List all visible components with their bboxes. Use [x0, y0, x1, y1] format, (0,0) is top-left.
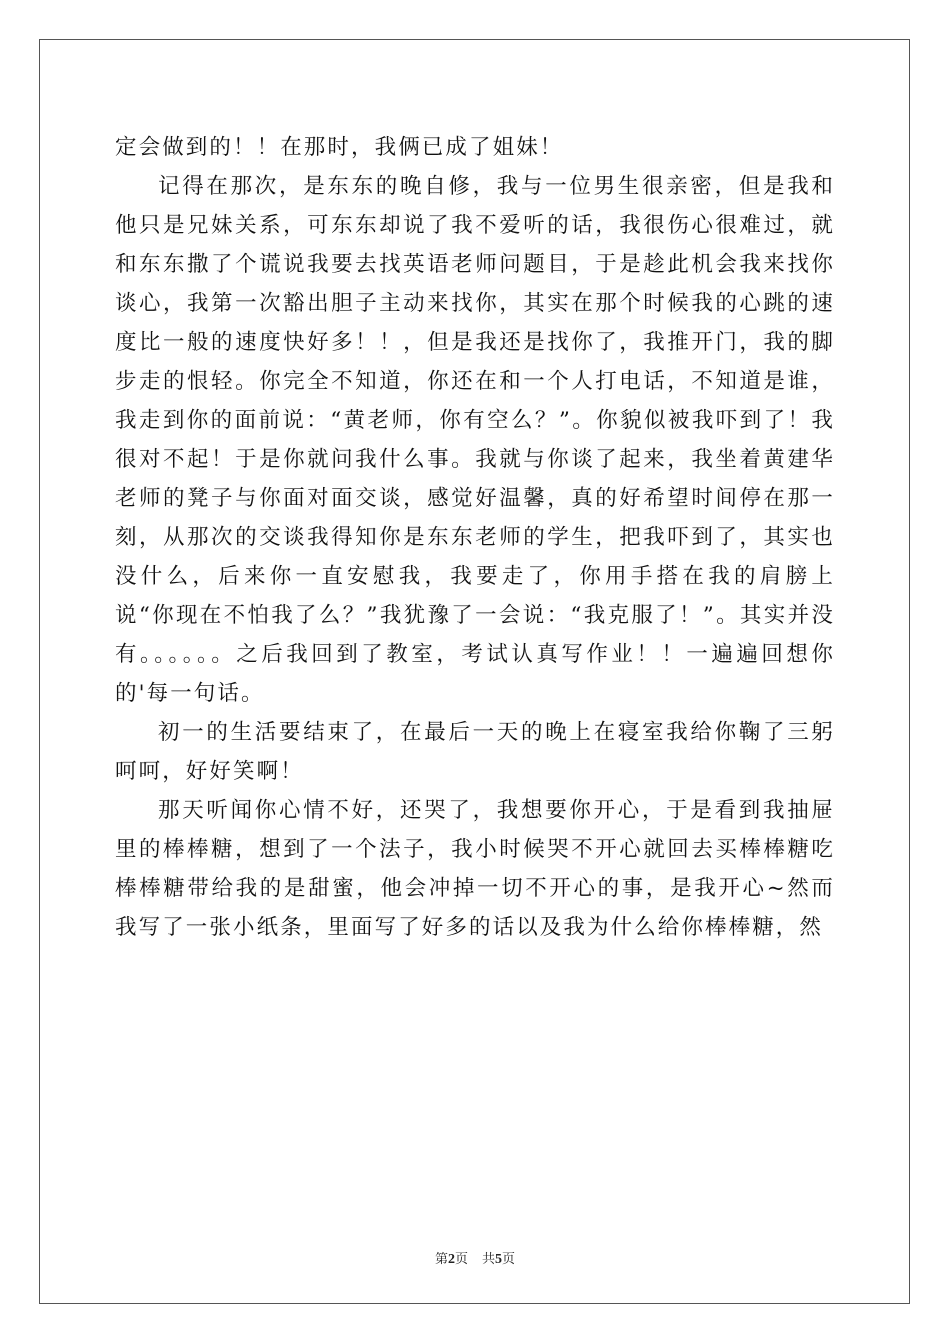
paragraph: 那天听闻你心情不好，还哭了，我想要你开心，于是看到我抽屉里的棒棒糖，想到了一个法子，我小时候哭不开心就回去买棒棒糖吃棒棒糖带给我的是甜蜜，他会冲掉一切不开心的事，是我开心~然而我写了一张小纸条，里面写了好多的话以及我为什么给你棒棒糖，然: [115, 798, 835, 940]
paragraph-continuation: 定会做到的！！在那时，我俩已成了姐妹！: [115, 135, 564, 160]
page-total-prefix: 共: [482, 1252, 496, 1267]
page-number-prefix: 第: [434, 1252, 448, 1267]
page-number-current: 2: [447, 1252, 455, 1267]
document-body: [115, 128, 835, 947]
page-total-suffix: 页: [502, 1252, 516, 1267]
page-footer: [0, 1248, 950, 1268]
page-total: 5: [495, 1252, 503, 1267]
paragraph: 记得在那次，是东东的晚自修，我与一位男生很亲密，但是我和他只是兄妹关系，可东东却说了我不爱听的话，我很伤心很难过，就和东东撒了个谎说我要去找英语老师问题目，于是趁此机会我来找你谈心，我第一次豁出胆子主动来找你，其实在那个时候我的心跳的速度比一般的速度快好多！！，但是我还是找你了，我推开门，我的脚步走的恨轻。你完全不知道，你还在和一个人打电话，不知道是谁，我走到你的面前说：“黄老师，你有空么？”。你貌似被我吓到了！我很对不起！于是你就问我什么事。我就与你谈了起来，我坐着黄建华老师的凳子与你面对面交谈，感觉好温馨，真的好希望时间停在那一刻，从那次的交谈我得知你是东东老师的学生，把我吓到了，其实也没什么，后来你一直安慰我，我要走了，你用手搭在我的肩膀上说“你现在不怕我了么？”我犹豫了一会说：“我克服了！”。其实并没有。。。。。。之后我回到了教室，考试认真写作业！！一遍遍回想你的'每一句话。: [115, 174, 835, 706]
paragraph: 初一的生活要结束了，在最后一天的晚上在寝室我给你鞠了三躬呵呵，好好笑啊！: [115, 720, 835, 784]
page-number-suffix: 页: [454, 1252, 468, 1267]
